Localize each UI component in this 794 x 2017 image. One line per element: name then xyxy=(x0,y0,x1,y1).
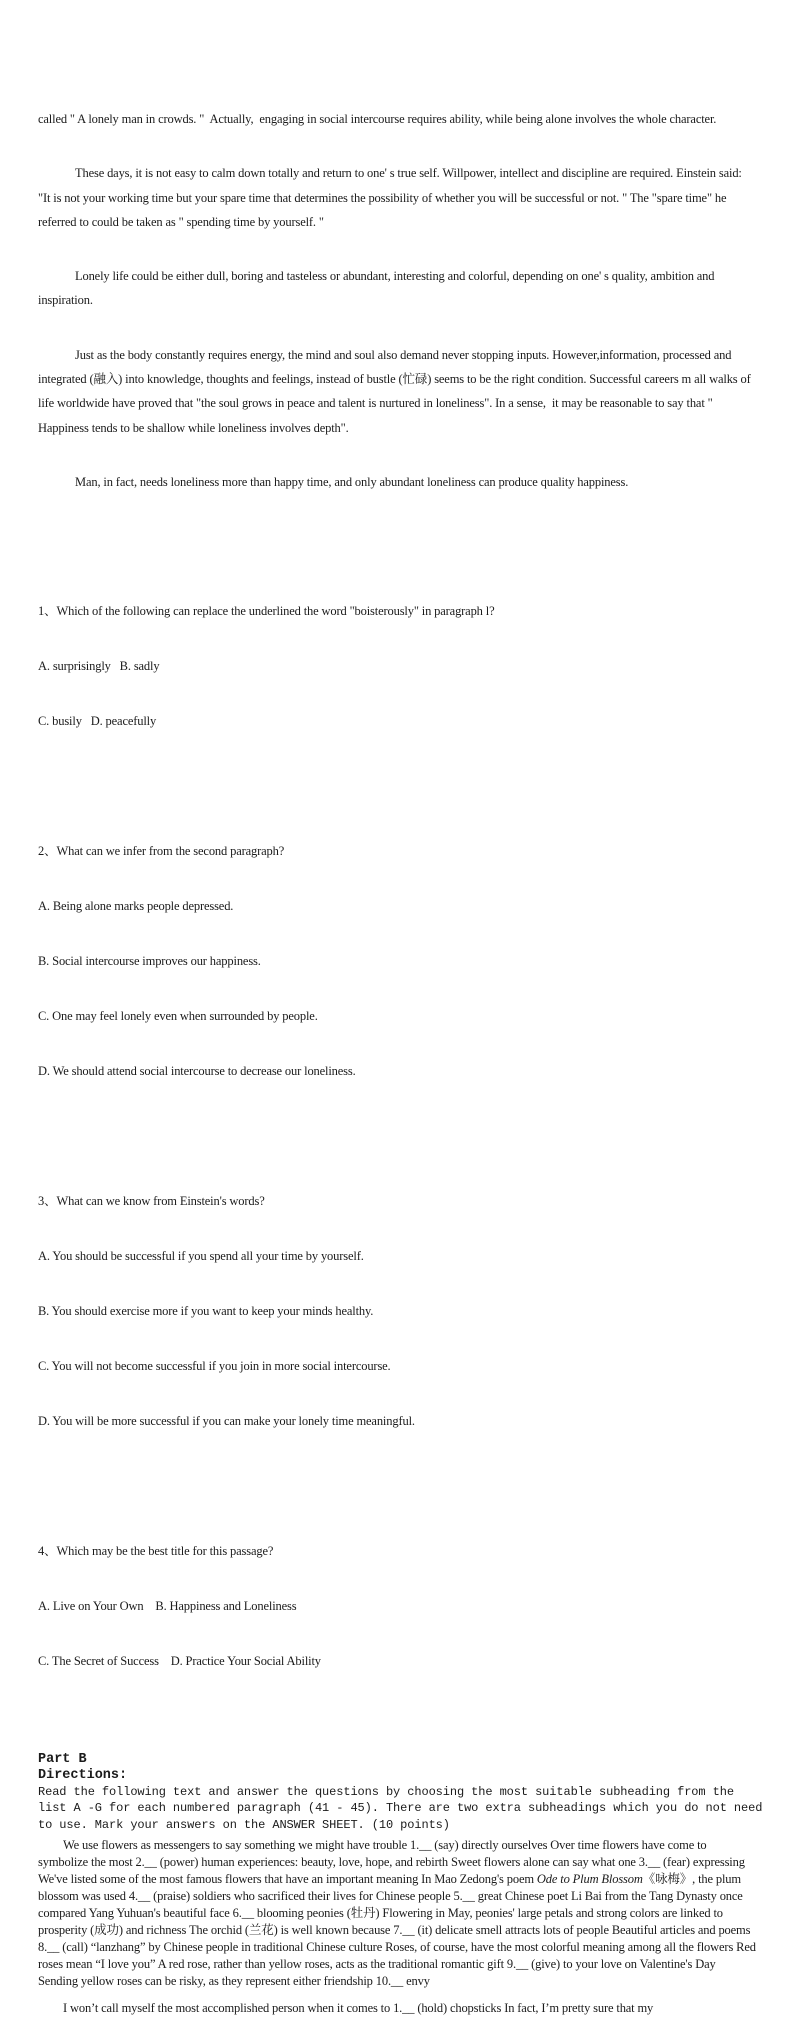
option-line: C. busily D. peacefully xyxy=(38,714,157,729)
question-block xyxy=(38,809,756,1114)
question-block xyxy=(38,1509,756,1704)
passage-paragraph: called " A lonely man in crowds. " Actually, engaging in social intercourse requires ability, while being alone involves the whole character. xyxy=(38,112,717,126)
directions-line: Read the following text and answer the questions by choosing the most suitable subheading from the xyxy=(38,1785,734,1800)
cloze-text: We use flowers as messengers to say something we might have trouble 1.__ (say) directly ourselves Over time flowers have come to symbolize the most 2.__ (power) human experiences: beauty, love, hope, and rebirth Sweet flowers alone can say what one 3.__ (fear) expressing We've listed some of the most famous flowers that have an important meaning In Mao Zedong's poem xyxy=(38,1837,748,1886)
option-line: C. You will not become successful if you join in more social intercourse. xyxy=(38,1359,391,1374)
question-block xyxy=(38,1159,756,1464)
passage-paragraph: Lonely life could be either dull, boring and tasteless or abundant, interesting and colorful, depending on one' s quality, ambition and inspiration. xyxy=(38,269,718,308)
option-line: B. Social intercourse improves our happiness. xyxy=(38,954,261,969)
option-line: A. Being alone marks people depressed. xyxy=(38,899,234,914)
question-prompt: 2、What can we infer from the second paragraph? xyxy=(38,844,285,859)
option-line: A. You should be successful if you spend all your time by yourself. xyxy=(38,1249,364,1264)
part-b-section xyxy=(38,1752,763,1833)
question-prompt: 3、What can we know from Einstein's words? xyxy=(38,1194,265,1209)
option-line: A. Live on Your Own B. Happiness and Loneliness xyxy=(38,1599,297,1614)
passage-paragraph: These days, it is not easy to calm down totally and return to one' s true self. Willpower, intellect and discipline are required. Einstein said: "It is not your working time but your spare time that determines the possibility of whether you will be successful or not. " The "spare time" he referred to could be taken as " spending time by yourself. " xyxy=(38,166,745,229)
option-line: C. One may feel lonely even when surrounded by people. xyxy=(38,1009,318,1024)
poem-title: Ode to Plum Blossom xyxy=(536,1871,643,1886)
directions-line: to use. Mark your answers on the ANSWER SHEET. (10 points) xyxy=(38,1817,450,1832)
option-line: B. You should exercise more if you want to keep your minds healthy. xyxy=(38,1304,374,1319)
questions-section xyxy=(38,524,756,1749)
cloze-paragraph xyxy=(38,1837,759,1990)
passage-paragraph: Man, in fact, needs loneliness more than happy time, and only abundant loneliness can produce quality happiness. xyxy=(75,474,629,489)
directions-heading: Directions: xyxy=(38,1768,128,1784)
part-b-heading: Part B xyxy=(38,1752,87,1768)
directions-line: list A -G for each numbered paragraph (41 - 45). There are two extra subheadings which you do not need xyxy=(38,1801,763,1816)
option-line: D. We should attend social intercourse to decrease our loneliness. xyxy=(38,1064,356,1079)
option-line: A. surprisingly B. sadly xyxy=(38,659,160,674)
passage-paragraph: Just as the body constantly requires energy, the mind and soul also demand never stopping inputs. However,information, processed and integrated (融入) into knowledge, thoughts and feelings, instead of bustle (忙碌) seems to be the right condition. Successful careers m all walks of life worldwide have proved that "the soul grows in peace and talent is nurtured in loneliness". In a sense, it may be reasonable to say that " Happiness tends to be shallow while loneliness involves depth". xyxy=(38,347,754,435)
reading-passage xyxy=(38,77,756,524)
option-line: C. The Secret of Success D. Practice Your Social Ability xyxy=(38,1654,321,1669)
cloze-text: 《咏梅》, the plum blossom was used 4.__ (praise) soldiers who sacrificed their lives for Chinese people 5.__ great Chinese poet Li Bai from the Tang Dynasty once compared Yang Yuhuan's beautiful face 6.__ blooming peonies (牡丹) Flowering in May, peonies' large petals and strong colors are linked to prosperity (成功) and richness The orchid (兰花) is well known because 7.__ (it) delicate smell attracts lots of people Beautiful articles and poems 8.__ (call) “lanzhang” by Chinese people in traditional Chinese culture Roses, of course, have the most colorful meaning among all the flowers Red roses mean “I love you” A red rose, rather than yellow roses, acts as the traditional romantic gift 9.__ (give) to your love on Valentine's Day Sending yellow roses can be risky, as they represent either friendship 10.__ envy xyxy=(38,1871,759,1988)
option-line: D. You will be more successful if you can make your lonely time meaningful. xyxy=(38,1414,415,1429)
directions-text xyxy=(38,1784,763,1833)
closing-paragraph: I won’t call myself the most accomplished person when it comes to 1.__ (hold) chopsticks In fact, I’m pretty sure that my xyxy=(63,2000,654,2015)
question-block xyxy=(38,569,756,764)
question-prompt: 1、Which of the following can replace the underlined the word "boisterously" in paragraph l? xyxy=(38,604,495,619)
question-prompt: 4、Which may be the best title for this passage? xyxy=(38,1544,274,1559)
